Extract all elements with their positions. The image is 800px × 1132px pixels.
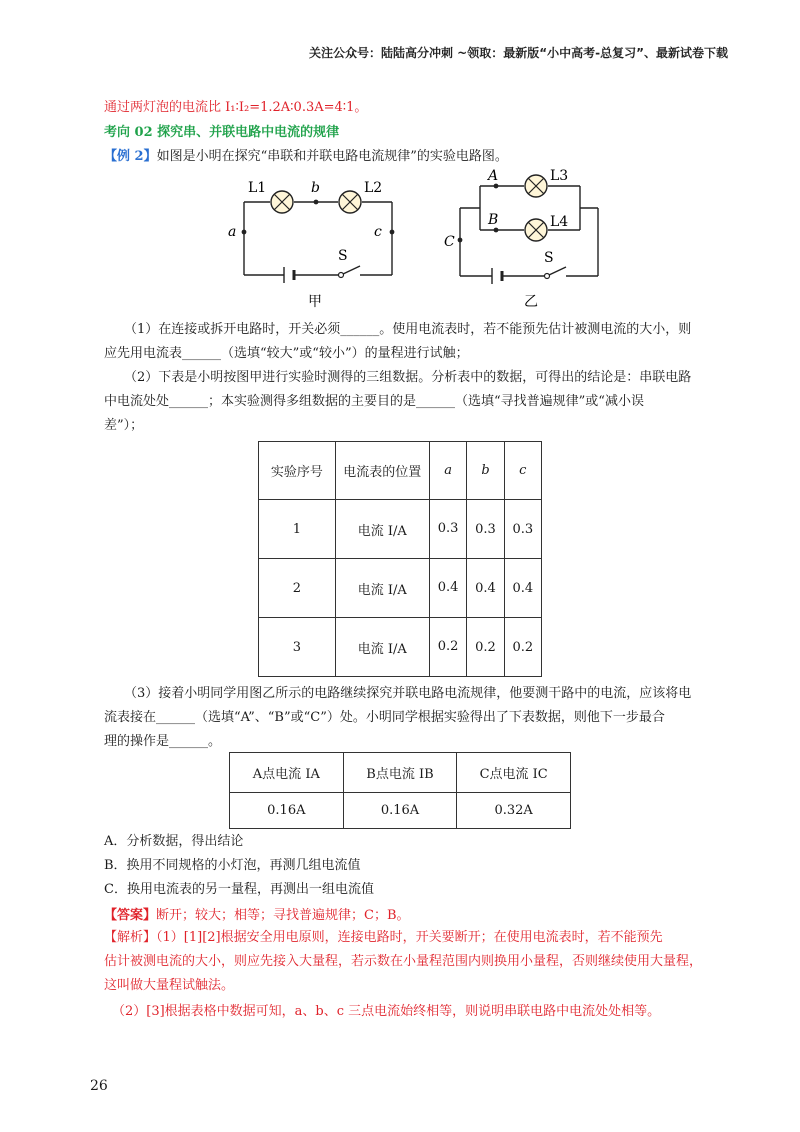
header-cell: c [504, 442, 541, 500]
table-header-row [230, 753, 571, 793]
q2-line1: （2）下表是小明按图甲进行实验时测得的三组数据。分析表中的数据，可得出的结论是：串联电路 [124, 370, 692, 385]
table-row [259, 559, 542, 618]
table-row [259, 618, 542, 677]
analysis [104, 926, 724, 1024]
options-list [104, 830, 374, 902]
answer-tag: 【答案】 [104, 908, 157, 923]
label-S: S [338, 248, 348, 264]
q1-line1: （1）在连接或拆开电路时，开关必须______。使用电流表时，若不能预先估计被测电流的大小，则 [124, 322, 692, 337]
example-text: 如图是小明在探究“串联和并联电路电流规律”的实验电路图。 [156, 149, 508, 164]
table-cell: 0.16A [343, 793, 457, 829]
analysis-line4: （2）[3]根据表格中数据可知，a、b、c 三点电流始终相等，则说明串联电路中电流处处相等。 [112, 1004, 661, 1019]
table-cell: 0.2 [429, 618, 467, 677]
data-table-2 [229, 752, 571, 829]
table-cell: 0.4 [467, 559, 504, 618]
circuit-diagram-yi [440, 164, 620, 314]
question-3 [104, 682, 724, 754]
label-S: S [544, 250, 554, 266]
answer-line [104, 904, 410, 923]
header-cell: a [429, 442, 467, 500]
lamp-L3-icon [525, 175, 547, 197]
table-cell: 0.4 [504, 559, 541, 618]
analysis-line2: 估计被测电流的大小，则应先接入大量程，若示数在小量程范围内则换用小量程，否则继续使用大量程， [104, 954, 703, 969]
label-B: B [488, 212, 499, 228]
table-cell: 0.2 [467, 618, 504, 677]
label-L3: L3 [550, 168, 569, 184]
lamp-L1-icon [271, 191, 293, 213]
analysis-line1 [104, 926, 724, 950]
label-L4: L4 [550, 214, 569, 230]
table-cell: 1 [259, 500, 336, 559]
caption-yi: 乙 [524, 294, 538, 310]
switch-icon [339, 266, 361, 278]
table-cell: 电流 I/A [335, 500, 429, 559]
label-b: b [311, 180, 320, 196]
label-L1: L1 [248, 180, 267, 196]
table-cell: 0.4 [429, 559, 467, 618]
table-row [230, 793, 571, 829]
circuit-diagram-jia [220, 172, 410, 312]
option-C: C．换用电流表的另一量程，再测出一组电流值 [104, 882, 374, 897]
label-L2: L2 [364, 180, 383, 196]
table-row [259, 500, 542, 559]
table-cell: 电流 I/A [335, 618, 429, 677]
table-cell: 0.2 [504, 618, 541, 677]
option-B: B．换用不同规格的小灯泡，再测几组电流值 [104, 858, 361, 873]
analysis-tag: 【解析】 [104, 930, 157, 945]
header-cell: 实验序号 [259, 442, 336, 500]
table-cell: 0.3 [467, 500, 504, 559]
table-cell: 0.32A [457, 793, 571, 829]
table-cell: 0.3 [429, 500, 467, 559]
q3-line2: 流表接在______（选填“A”、“B”或“C”）处。小明同学根据实验得出了下表数据，则他下一步最合 [104, 710, 665, 725]
label-A: A [488, 168, 499, 184]
battery-icon [284, 267, 294, 283]
example-tag: 【例 2】 [104, 149, 157, 164]
lamp-L2-icon [339, 191, 361, 213]
header-cell: C点电流 IC [457, 753, 571, 793]
lamp-L4-icon [525, 219, 547, 241]
label-c: c [374, 224, 382, 240]
q2-line3: 差”）； [104, 418, 144, 433]
question-1 [104, 318, 724, 366]
section-title: 考向 02 探究串、并联电路中电流的规律 [104, 125, 340, 140]
switch-icon [545, 267, 567, 279]
page-number: 26 [90, 1078, 108, 1094]
answer-text: 断开；较大；相等；寻找普遍规律；C；B。 [156, 908, 410, 923]
label-C: C [444, 234, 455, 250]
header-cell: B点电流 IB [343, 753, 457, 793]
q1-line2: 应先用电流表______（选填“较大”或“较小”）的量程进行试触； [104, 346, 469, 361]
option-A: A．分析数据，得出结论 [104, 834, 244, 849]
analysis-text-1: （1）[1][2]根据安全用电原则，连接电路时，开关要断开；在使用电流表时，若不能预先 [156, 930, 663, 945]
label-a: a [228, 224, 237, 240]
data-table-1 [258, 441, 542, 677]
header-cell: A点电流 IA [230, 753, 344, 793]
caption-jia: 甲 [308, 294, 322, 310]
question-2 [104, 366, 724, 438]
header-cell: 电流表的位置 [335, 442, 429, 500]
q3-line3: 理的操作是______。 [104, 734, 222, 749]
header-cell: b [467, 442, 504, 500]
table-cell: 0.3 [504, 500, 541, 559]
intro-line: 通过两灯泡的电流比 I₁∶I₂=1.2A∶0.3A=4∶1。 [104, 100, 368, 115]
page-header: 关注公众号：陆陆高分冲刺 ~领取：最新版“小中高考-总复习”、最新试卷下载 [309, 46, 728, 60]
table-cell: 2 [259, 559, 336, 618]
table-header-row [259, 442, 542, 500]
analysis-line3: 这叫做大量程试触法。 [104, 978, 235, 993]
table-cell: 3 [259, 618, 336, 677]
q3-line1: （3）接着小明同学用图乙所示的电路继续探究并联电路电流规律，他要测干路中的电流，应该将电 [124, 686, 692, 701]
example-intro [104, 145, 508, 164]
table-cell: 电流 I/A [335, 559, 429, 618]
q2-line2: 中电流处处______；本实验测得多组数据的主要目的是______（选填“寻找普遍规律”或“减小误 [104, 394, 644, 409]
table-cell: 0.16A [230, 793, 344, 829]
battery-icon [492, 268, 502, 284]
